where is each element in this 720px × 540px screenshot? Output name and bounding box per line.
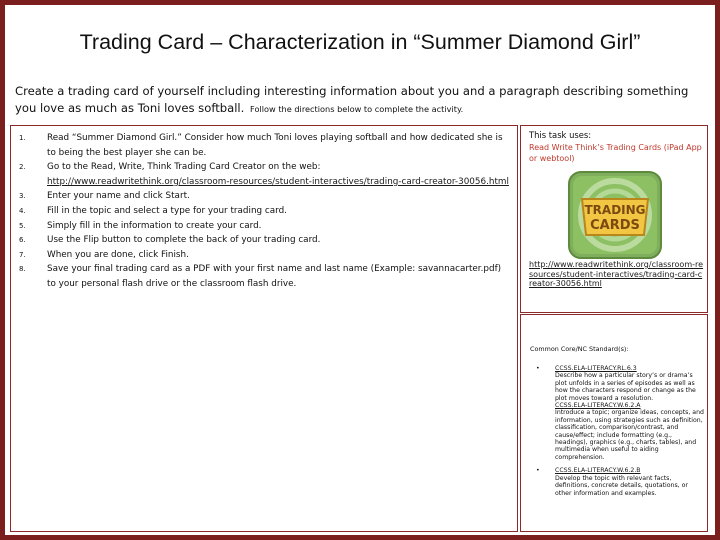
list-item	[19, 131, 509, 160]
page-title: Trading Card – Characterization in “Summer Diamond Girl”	[79, 30, 641, 54]
task-tool-box	[520, 125, 708, 313]
step-text: Read “Summer Diamond Girl.” Consider how much Toni loves playing softball and how dedicated she is to being the best player she can be.	[47, 133, 503, 158]
list-item	[530, 467, 704, 497]
list-item	[19, 204, 509, 219]
step-number: 5.	[19, 221, 26, 230]
bullet: •	[536, 467, 540, 475]
standard-code-link[interactable]: CCSS.ELA-LITERACY.W.6.2.A	[555, 402, 641, 410]
step-text: Save your final trading card as a PDF with your first name and last name (Example: savannacarter.pdf) to your personal flash drive or the classroom flash drive.	[47, 264, 502, 289]
sidebar-link[interactable]: http://www.readwritethink.org/classroom-resources/student-interactives/trading-card-creator-30056.html	[529, 260, 704, 289]
list-item	[19, 160, 509, 189]
intro-main: Create a trading card of yourself including interesting information about you and a paragraph describing something you love as much as Toni loves softball.	[15, 84, 689, 115]
step-number: 8.	[19, 265, 26, 274]
standard-code-link[interactable]: CCSS.ELA-LITERACY.W.6.2.B	[555, 467, 641, 475]
list-item	[19, 219, 509, 234]
standard-code-link[interactable]: CCSS.ELA-LITERACY.RL.6.3	[555, 365, 637, 372]
step-number: 1.	[19, 134, 26, 142]
directions-box	[10, 125, 518, 532]
step-number: 7.	[19, 250, 26, 259]
standards-box	[520, 314, 708, 532]
list-item	[19, 248, 509, 263]
steps-list	[19, 131, 509, 292]
logo-text-bottom: CARDS	[590, 218, 640, 233]
list-item	[19, 262, 509, 291]
step-text: Simply fill in the information to create your card.	[47, 220, 262, 231]
step-number: 3.	[19, 192, 26, 201]
uses-value: Read Write Think’s Trading Cards (iPad App or webtool)	[529, 143, 702, 163]
standard-text: Introduce a topic; organize ideas, concepts, and information, using strategies such as definition, classification, comparison/contrast, and cause/effect; include formatting (e.g., headings), graphics (e.g., charts, tables), and multimedia when useful to aiding comprehension.	[555, 409, 704, 461]
step-number: 2.	[19, 163, 26, 172]
uses-label: This task uses:	[529, 130, 592, 140]
trading-cards-logo-icon	[568, 171, 662, 259]
list-item	[19, 233, 509, 248]
list-item	[19, 189, 509, 204]
step-number: 4.	[19, 206, 26, 215]
standards-heading: Common Core/NC Standard(s):	[530, 345, 629, 353]
step-text: Enter your name and click Start.	[47, 191, 190, 202]
list-item	[530, 365, 704, 461]
step-text: When you are done, click Finish.	[47, 249, 189, 260]
standards-list	[530, 365, 704, 503]
step-text: Go to the Read, Write, Think Trading Card Creator on the web:	[47, 162, 321, 173]
standard-text: Develop the topic with relevant facts, definitions, concrete details, quotations, or other information and examples.	[555, 474, 688, 497]
intro-small: Follow the directions below to complete the activity.	[250, 104, 464, 114]
step-number: 6.	[19, 236, 26, 245]
trading-card-link[interactable]: http://www.readwritethink.org/classroom-resources/student-interactives/trading-card-creator-30056.html	[47, 176, 509, 187]
step-text: Use the Flip button to complete the back of your trading card.	[47, 235, 321, 246]
step-text: Fill in the topic and select a type for your trading card.	[47, 205, 287, 216]
standard-text: Describe how a particular story’s or drama’s plot unfolds in a series of episodes as well as how the characters respond or change as the plot moves toward a resolution.	[555, 372, 696, 402]
bullet: •	[536, 365, 540, 372]
intro-text	[15, 83, 705, 118]
logo-text-top: TRADING	[584, 203, 646, 217]
